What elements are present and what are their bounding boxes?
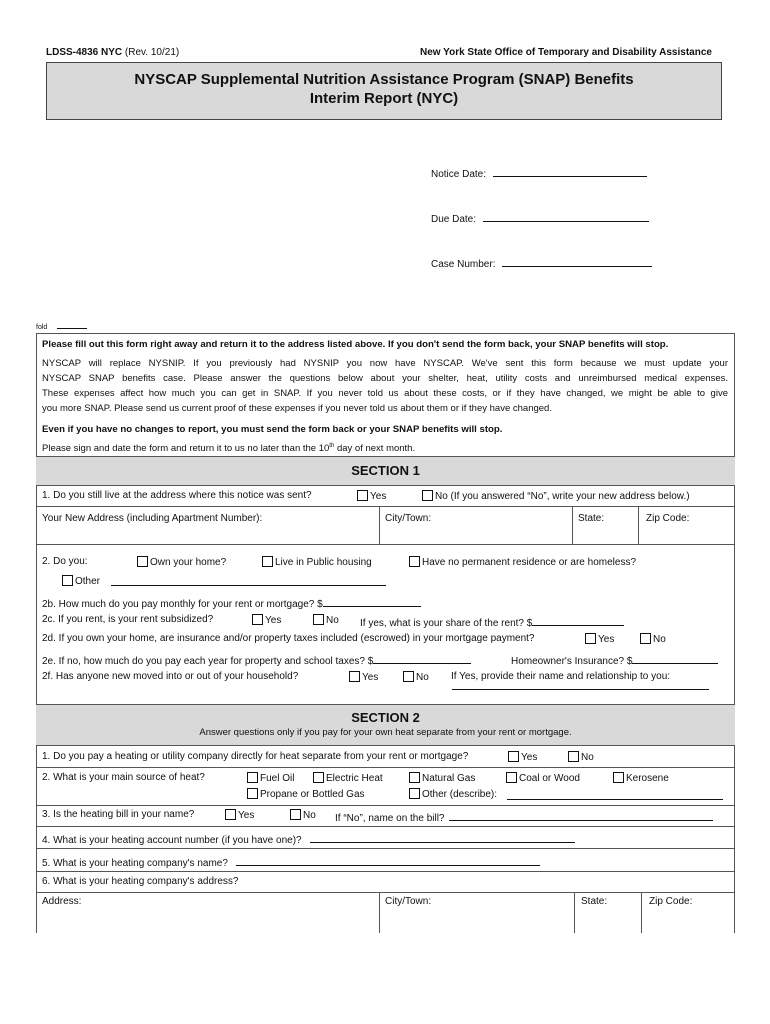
checkbox[interactable] [252, 614, 263, 625]
form-id: LDSS-4836 NYC (Rev. 10/21) [46, 47, 180, 58]
checkbox[interactable] [137, 556, 148, 567]
other-field[interactable] [111, 574, 386, 586]
relationship-field[interactable] [452, 689, 709, 690]
electric-heat-option[interactable]: Electric Heat [313, 772, 383, 784]
s1-q2d: 2d. If you own your home, are insurance and/or property taxes included (escrowed) in your mortgage payment? [42, 633, 535, 644]
section-2-header: SECTION 2 Answer questions only if you pay for your own heat separate from your rent or mortgage. [36, 704, 735, 746]
bill-name-field[interactable] [449, 809, 713, 821]
s1-zip-label: Zip Code: [646, 513, 690, 524]
heating-company-field[interactable] [236, 854, 540, 866]
own-home-option[interactable]: Own your home? [137, 556, 226, 568]
account-number-field[interactable] [310, 831, 575, 843]
s2-q4: 4. What is your heating account number (if you have one)? [42, 831, 575, 846]
intro-sign-instructions: Please sign and date the form and return it to us no later than the 10th day of next month. [42, 443, 416, 455]
notice-date-row: Notice Date: [431, 165, 647, 180]
due-date-field[interactable] [483, 210, 649, 222]
checkbox[interactable] [313, 614, 324, 625]
s2-q2: 2. What is your main source of heat? [42, 772, 205, 783]
s2-q1: 1. Do you pay a heating or utility company directly for heat separate from your rent or mortgage? [42, 751, 469, 762]
s1-q2c-no[interactable]: No [313, 614, 339, 626]
s2-q3-yes[interactable]: Yes [225, 809, 254, 821]
checkbox[interactable] [247, 772, 258, 783]
intro-warning-2: Even if you have no changes to report, you must send the form back or your SNAP benefits will stop. [42, 424, 503, 435]
checkbox[interactable] [568, 751, 579, 762]
fold-mark: fold [36, 324, 87, 331]
s1-state-label: State: [578, 513, 605, 524]
title-box [46, 62, 722, 120]
other-heat-option[interactable]: Other (describe): [409, 788, 497, 800]
checkbox[interactable] [403, 671, 414, 682]
checkbox[interactable] [262, 556, 273, 567]
s1-q2d-no[interactable]: No [640, 633, 666, 645]
intro-text-2: NYSCAP SNAP benefits case. Please answer the questions below about your shelter, heat, utility costs and unreimbursed medical expenses. [42, 373, 728, 384]
checkbox[interactable] [290, 809, 301, 820]
agency-name: New York State Office of Temporary and Disability Assistance [420, 47, 712, 58]
s1-q1-no[interactable]: No (If you answered “No”, write your new address below.) [422, 490, 690, 502]
s1-q2f-yes[interactable]: Yes [349, 671, 378, 683]
s1-q1: 1. Do you still live at the address where this notice was sent? [42, 490, 312, 501]
s2-address-label: Address: [42, 896, 82, 907]
kerosene-option[interactable]: Kerosene [613, 772, 669, 784]
s2-q3-follow: If “No”, name on the bill? [335, 809, 713, 824]
propane-option[interactable]: Propane or Bottled Gas [247, 788, 365, 800]
no-residence-option[interactable]: Have no permanent residence or are homeless? [409, 556, 636, 568]
s2-q5: 5. What is your heating company's name? [42, 854, 540, 869]
checkbox[interactable] [422, 490, 433, 501]
due-date-row: Due Date: [431, 210, 649, 225]
checkbox[interactable] [613, 772, 624, 783]
checkbox[interactable] [508, 751, 519, 762]
coal-wood-option[interactable]: Coal or Wood [506, 772, 580, 784]
checkbox[interactable] [247, 788, 258, 799]
monthly-rent-field[interactable] [323, 595, 421, 607]
s2-q3: 3. Is the heating bill in your name? [42, 809, 195, 820]
s2-q1-no[interactable]: No [568, 751, 594, 763]
page-title: NYSCAP Supplemental Nutrition Assistance Program (SNAP) Benefits [134, 71, 634, 88]
checkbox[interactable] [225, 809, 236, 820]
intro-text-3: These expenses affect how much you can get in SNAP. If you never told us about these costs, or if they have changed, we might be able to give [42, 388, 728, 399]
intro-text-1: NYSCAP will replace NYSNIP. If you previously had NYSNIP you now have NYSCAP. We've sent this form because we must update your [42, 358, 728, 369]
other-heat-field[interactable] [507, 799, 723, 800]
s1-q2f: 2f. Has anyone new moved into or out of your household? [42, 671, 299, 682]
s1-q2d-yes[interactable]: Yes [585, 633, 614, 645]
homeowners-insurance: Homeowner's Insurance? $ [511, 652, 718, 667]
intro-text-4: you more SNAP. Please send us current proof of these expenses if you never told us about them or if they have changed. [42, 403, 552, 414]
s1-q1-yes[interactable]: Yes [357, 490, 386, 502]
page-subtitle: Interim Report (NYC) [309, 90, 459, 107]
checkbox[interactable] [506, 772, 517, 783]
case-number-row: Case Number: [431, 255, 652, 270]
s2-q6: 6. What is your heating company's address? [42, 876, 239, 887]
checkbox[interactable] [357, 490, 368, 501]
checkbox[interactable] [349, 671, 360, 682]
other-option[interactable]: Other [62, 575, 100, 587]
checkbox[interactable] [409, 788, 420, 799]
s1-q2f-no[interactable]: No [403, 671, 429, 683]
s1-address-label: Your New Address (including Apartment Number): [42, 513, 263, 524]
s1-city-label: City/Town: [385, 513, 432, 524]
checkbox[interactable] [409, 772, 420, 783]
s1-q2c-yes[interactable]: Yes [252, 614, 281, 626]
section-1-header: SECTION 1 [36, 456, 735, 486]
natural-gas-option[interactable]: Natural Gas [409, 772, 475, 784]
s2-zip-label: Zip Code: [649, 896, 693, 907]
s2-state-label: State: [581, 896, 608, 907]
checkbox[interactable] [313, 772, 324, 783]
checkbox[interactable] [585, 633, 596, 644]
s1-q2e: 2e. If no, how much do you pay each year for property and school taxes? $ [42, 652, 471, 667]
s2-city-label: City/Town: [385, 896, 432, 907]
s2-q3-no[interactable]: No [290, 809, 316, 821]
checkbox[interactable] [640, 633, 651, 644]
checkbox[interactable] [62, 575, 73, 586]
public-housing-option[interactable]: Live in Public housing [262, 556, 372, 568]
intro-warning: Please fill out this form right away and return it to the address listed above. If you don't send the form back, your SNAP benefits will stop. [42, 339, 669, 350]
s1-q2b: 2b. How much do you pay monthly for your rent or mortgage? $ [42, 595, 421, 610]
checkbox[interactable] [409, 556, 420, 567]
case-number-field[interactable] [502, 255, 652, 267]
rent-share-field[interactable] [532, 614, 624, 626]
s1-q2f-follow: If Yes, provide their name and relationship to you: [451, 671, 671, 682]
fuel-oil-option[interactable]: Fuel Oil [247, 772, 294, 784]
s1-q2c-follow: If yes, what is your share of the rent? $ [360, 614, 624, 629]
property-tax-field[interactable] [373, 652, 471, 664]
s1-q2c: 2c. If you rent, is your rent subsidized? [42, 614, 214, 625]
s1-q2: 2. Do you: [42, 556, 88, 567]
s2-q1-yes[interactable]: Yes [508, 751, 537, 763]
homeowners-insurance-field[interactable] [632, 652, 718, 664]
notice-date-field[interactable] [493, 165, 647, 177]
